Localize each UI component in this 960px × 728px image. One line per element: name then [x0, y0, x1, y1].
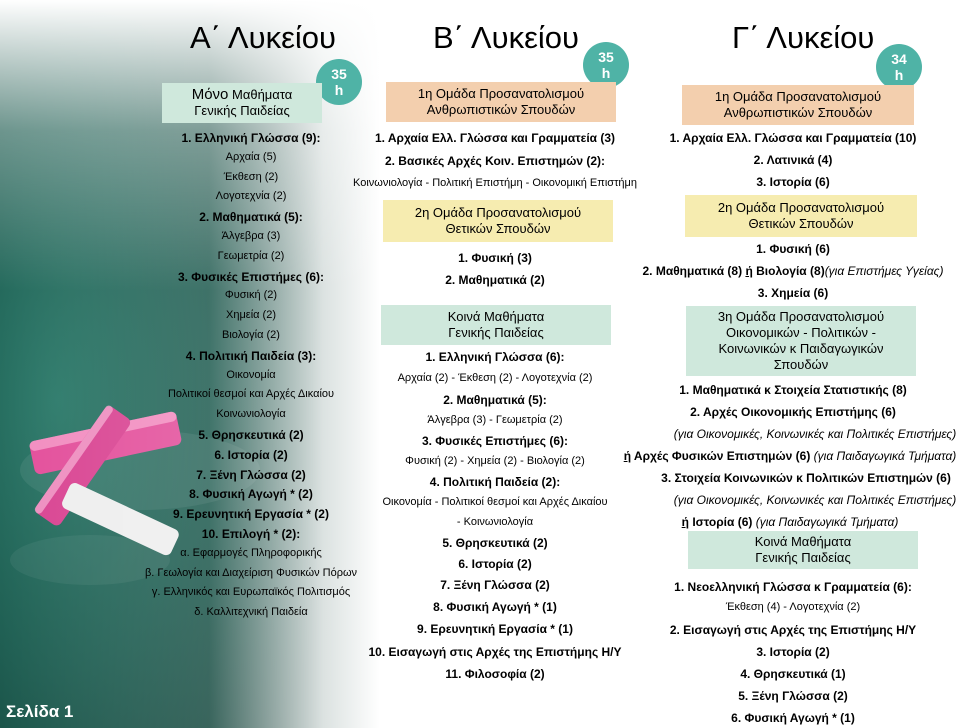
or-word: ή [745, 264, 753, 278]
column-b-common-box [381, 305, 611, 345]
course-line: Φυσική (2) [224, 289, 278, 302]
course-line: 3. Χημεία (6) [757, 286, 829, 300]
course-line: Βιολογία (2) [222, 329, 280, 341]
course-line: 1. Ελληνική Γλώσσα (9): [181, 131, 321, 145]
course-line: Άλγεβρα (3) - Γεωμετρία (2) [427, 414, 563, 426]
course-line: Γεωμετρία (2) [217, 249, 285, 262]
course-line: Φυσική (2) - Χημεία (2) - Βιολογία (2) [405, 455, 585, 467]
box-line: 1η Ομάδα Προσανατολισμού [714, 89, 882, 104]
box-line: Θετικών Σπουδών [748, 216, 854, 231]
course-line: 2. Μαθηματικά (5): [443, 393, 547, 407]
box-line: Κοινωνικών κ Παιδαγωγικών [718, 341, 884, 356]
course-line: Έκθεση (4) - Λογοτεχνία (2) [725, 601, 861, 613]
course-line: Έκθεση (2) [223, 170, 279, 183]
text-part: Αρχές Φυσικών Επιστημών (6) [631, 449, 814, 463]
course-line: Οικονομία - Πολιτικοί θεσμοί και Αρχές Δικαίου [382, 496, 608, 508]
course-line: Κοινωνιολογία - Πολιτική Επιστήμη - Οικονομική Επιστήμη [353, 177, 637, 189]
text-part: 2. Μαθηματικά (8) [642, 264, 746, 278]
column-a-general-box [162, 83, 322, 123]
course-line: 1. Νεοελληνική Γλώσσα κ Γραμματεία (6): [674, 580, 912, 594]
column-c-hours-badge [876, 44, 922, 90]
course-line: 5. Θρησκευτικά (2) [198, 428, 304, 442]
badge-unit: h [601, 65, 611, 81]
course-note: (για Οικονομικές, Κοινωνικές και Πολιτικές Επιστήμες) [673, 427, 957, 441]
badge-unit: h [334, 82, 344, 98]
course-line: γ. Ελληνικός και Ευρωπαϊκός Πολιτισμός [151, 586, 351, 599]
course-line: 9. Ερευνητική Εργασία * (1) [417, 622, 573, 636]
text-note: (για Παιδαγωγικά Τμήματα) [755, 515, 899, 529]
or-word: ή [623, 449, 632, 463]
box-line: Θετικών Σπουδών [445, 221, 551, 236]
course-line: 3. Ιστορία (6) [756, 175, 830, 189]
course-line: 7. Ξένη Γλώσσα (2) [196, 467, 306, 482]
course-line-math-or-biology [642, 264, 943, 278]
course-line: 4. Πολιτική Παιδεία (2): [429, 475, 561, 489]
column-b-title: Β΄ Λυκείου [433, 20, 579, 55]
course-line: α. Εφαρμογές Πληροφορικής [180, 546, 322, 559]
column-c-sciences-box [685, 195, 917, 237]
badge-number: 34 [891, 51, 907, 67]
course-line: Λογοτεχνία (2) [215, 190, 287, 203]
course-line: 9. Ερευνητική Εργασία * (2) [173, 507, 329, 522]
course-line: - Κοινωνιολογία [456, 516, 534, 528]
box-word: Μαθήματα [228, 87, 293, 102]
text-note: (για Παιδαγωγικά Τμήματα) [813, 449, 957, 463]
box-line: Κοινά Μαθήματα [447, 309, 545, 324]
course-line: Κοινωνιολογία [216, 408, 286, 421]
box-word-only: Μόνο [191, 86, 229, 103]
course-line-or [682, 515, 899, 529]
column-b-sciences-box [383, 200, 613, 242]
course-line: 2. Μαθηματικά (2) [445, 273, 545, 287]
course-line-or [624, 449, 957, 463]
course-line: Οικονομία [226, 368, 276, 381]
course-line: 6. Ιστορία (2) [214, 447, 288, 462]
text-part: Ιστορία (6) [689, 515, 756, 529]
course-line: β. Γεωλογία και Διαχείριση Φυσικών Πόρων [144, 566, 358, 579]
course-line: 1. Μαθηματικά κ Στοιχεία Στατιστικής (8) [679, 383, 907, 397]
column-a-title: Α΄ Λυκείου [190, 20, 336, 55]
box-line: 2η Ομάδα Προσανατολισμού [414, 205, 582, 220]
box-line: Γενικής Παιδείας [755, 550, 851, 565]
course-line: 5. Ξένη Γλώσσα (2) [738, 689, 848, 703]
course-line: 3. Φυσικές Επιστήμες (6): [177, 269, 325, 284]
course-line: Αρχαία (2) - Έκθεση (2) - Λογοτεχνία (2) [397, 372, 593, 384]
course-note: (για Οικονομικές, Κοινωνικές και Πολιτικές Επιστήμες) [673, 493, 957, 507]
box-line: Γενικής Παιδείας [448, 325, 544, 340]
course-line: 8. Φυσική Αγωγή * (1) [433, 600, 557, 614]
course-line: 3. Φυσικές Επιστήμες (6): [421, 434, 569, 448]
or-word: ή [681, 515, 689, 529]
column-a-hours-badge [316, 59, 362, 105]
course-line: 1. Φυσική (6) [756, 242, 830, 256]
course-line: 10. Επιλογή * (2): [201, 527, 301, 541]
column-c-humanities-box [682, 85, 914, 125]
course-line: 3. Στοιχεία Κοινωνικών κ Πολιτικών Επιστημών (6) [661, 471, 951, 485]
badge-unit: h [894, 67, 904, 83]
box-line: Ανθρωπιστικών Σπουδών [723, 105, 873, 120]
course-line: 6. Ιστορία (2) [458, 557, 532, 571]
badge-number: 35 [598, 49, 614, 65]
box-line: Κοινά Μαθήματα [754, 534, 852, 549]
course-line: 11. Φιλοσοφία (2) [445, 667, 545, 681]
column-b-humanities-box [386, 82, 616, 122]
course-line: Χημεία (2) [226, 309, 276, 322]
column-c-economics-box [686, 306, 916, 376]
course-line: 2. Αρχές Οικονομικής Επιστήμης (6) [690, 405, 896, 419]
course-line: 3. Ιστορία (2) [756, 645, 830, 659]
course-line: 10. Εισαγωγή στις Αρχές της Επιστήμης Η/Υ [368, 645, 622, 659]
course-line: 2. Λατινικά (4) [753, 153, 833, 167]
badge-number: 35 [331, 66, 347, 82]
course-line: 8. Φυσική Αγωγή * (2) [189, 487, 313, 502]
course-line: δ. Καλλιτεχνική Παιδεία [194, 606, 308, 619]
course-line: 4. Πολιτική Παιδεία (3): [185, 348, 317, 363]
course-line: Αρχαία (5) [225, 150, 277, 163]
course-line: 6. Φυσική Αγωγή * (1) [731, 711, 855, 725]
course-line: 1. Αρχαία Ελλ. Γλώσσα και Γραμματεία (3) [374, 131, 616, 145]
box-line: 1η Ομάδα Προσανατολισμού [417, 86, 585, 101]
course-line: Άλγεβρα (3) [221, 230, 281, 242]
course-line: 2. Εισαγωγή στις Αρχές της Επιστήμης Η/Υ [669, 623, 917, 637]
course-line: Πολιτικοί θεσμοί και Αρχές Δικαίου [167, 388, 335, 401]
box-line: Σπουδών [773, 357, 829, 372]
column-c-common-box [688, 531, 918, 569]
box-line: 3η Ομάδα Προσανατολισμού [717, 309, 885, 324]
text-note: (για Επιστήμες Υγείας) [824, 264, 944, 278]
course-line: 5. Θρησκευτικά (2) [442, 536, 548, 550]
box-line [162, 87, 322, 103]
course-line: 1. Ελληνική Γλώσσα (6): [425, 350, 565, 364]
text-part: Βιολογία (8) [752, 264, 825, 278]
course-line: 1. Αρχαία Ελλ. Γλώσσα και Γραμματεία (10) [669, 131, 917, 145]
course-line: 2. Βασικές Αρχές Κοιν. Επιστημών (2): [384, 154, 606, 168]
course-line: 2. Μαθηματικά (5): [199, 210, 303, 225]
course-line: 1. Φυσική (3) [458, 251, 532, 265]
course-line: 7. Ξένη Γλώσσα (2) [440, 578, 550, 592]
box-line: Ανθρωπιστικών Σπουδών [426, 102, 576, 117]
course-line: 4. Θρησκευτικά (1) [740, 667, 846, 681]
box-line: 2η Ομάδα Προσανατολισμού [717, 200, 885, 215]
column-c-title: Γ΄ Λυκείου [732, 20, 875, 55]
box-line: Οικονομικών - Πολιτικών - [726, 325, 876, 340]
box-line: Γενικής Παιδείας [194, 103, 290, 118]
page-number: Σελίδα 1 [6, 702, 74, 721]
